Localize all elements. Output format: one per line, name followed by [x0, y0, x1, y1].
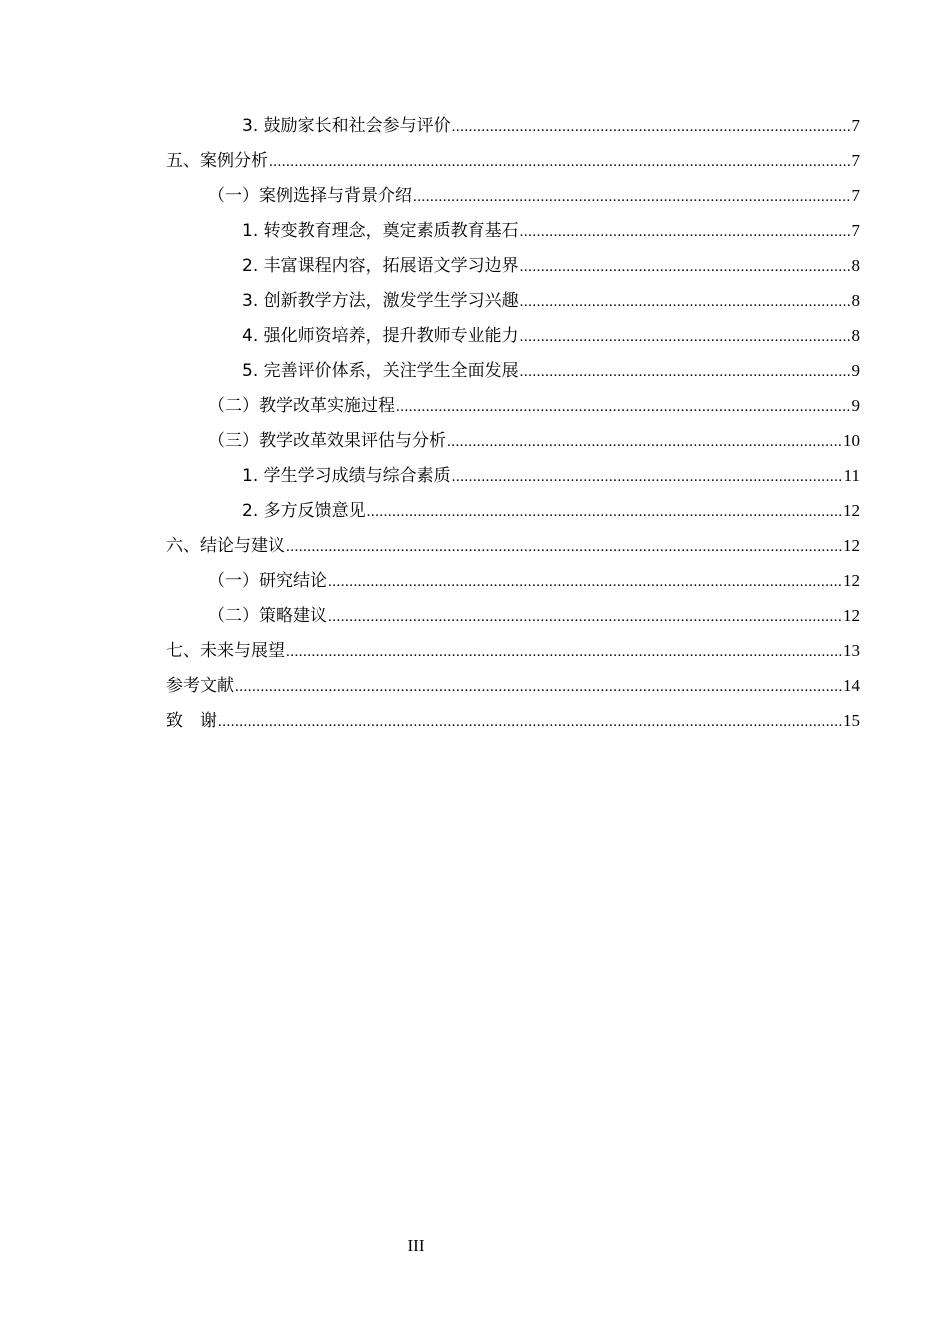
toc-entry-label: 致 谢 — [166, 711, 217, 731]
toc-entry-page: 8 — [851, 326, 860, 345]
toc-entry-label: （一）案例选择与背景介绍 — [208, 186, 412, 206]
table-of-contents — [166, 108, 860, 738]
toc-entry-label: 3. 鼓励家长和社会参与评价 — [242, 116, 451, 136]
toc-entry-page: 8 — [851, 256, 860, 275]
toc-entry-page: 7 — [851, 151, 860, 170]
toc-entry-page: 12 — [843, 606, 860, 625]
toc-leader-dots — [396, 390, 851, 425]
toc-entry-label: 1. 转变教育理念，奠定素质教育基石 — [242, 221, 519, 241]
toc-entry[interactable] — [166, 248, 860, 283]
toc-entry[interactable] — [166, 108, 860, 143]
toc-entry-page: 15 — [843, 711, 860, 730]
toc-entry[interactable] — [166, 493, 860, 528]
toc-entry-label: （一）研究结论 — [208, 571, 327, 591]
page-number: III — [407, 1236, 425, 1255]
toc-leader-dots — [286, 635, 842, 670]
toc-leader-dots — [235, 670, 842, 705]
toc-entry[interactable] — [166, 423, 860, 458]
toc-leader-dots — [520, 355, 851, 390]
toc-leader-dots — [413, 180, 851, 215]
toc-entry[interactable] — [166, 528, 860, 563]
toc-entry-page: 13 — [843, 641, 860, 660]
toc-leader-dots — [452, 110, 851, 145]
toc-entry[interactable] — [166, 388, 860, 423]
toc-entry[interactable] — [166, 178, 860, 213]
toc-entry[interactable] — [166, 598, 860, 633]
toc-leader-dots — [218, 705, 842, 740]
toc-leader-dots — [520, 285, 851, 320]
toc-entry-page: 7 — [851, 116, 860, 135]
toc-leader-dots — [447, 425, 842, 460]
toc-leader-dots — [367, 495, 842, 530]
toc-leader-dots — [328, 600, 842, 635]
toc-leader-dots — [520, 215, 851, 250]
toc-entry[interactable] — [166, 563, 860, 598]
toc-entry-label: （二）教学改革实施过程 — [208, 396, 395, 416]
toc-entry[interactable] — [166, 318, 860, 353]
toc-entry[interactable] — [166, 283, 860, 318]
toc-entry[interactable] — [166, 458, 860, 493]
toc-entry-label: 1. 学生学习成绩与综合素质 — [242, 466, 451, 486]
toc-entry-page: 11 — [843, 466, 860, 485]
toc-entry-label: 4. 强化师资培养，提升教师专业能力 — [242, 326, 519, 346]
toc-entry-page: 12 — [843, 571, 860, 590]
toc-entry[interactable] — [166, 633, 860, 668]
toc-entry-label: 五、案例分析 — [166, 151, 268, 171]
toc-entry-label: 5. 完善评价体系，关注学生全面发展 — [242, 361, 519, 381]
toc-leader-dots — [452, 460, 843, 495]
toc-leader-dots — [269, 145, 851, 180]
toc-entry-page: 14 — [843, 676, 860, 695]
toc-entry-label: 参考文献 — [166, 676, 234, 696]
toc-entry-label: 七、未来与展望 — [166, 641, 285, 661]
toc-entry-page: 7 — [851, 186, 860, 205]
toc-entry-page: 9 — [851, 361, 860, 380]
toc-entry[interactable] — [166, 353, 860, 388]
toc-entry-page: 8 — [851, 291, 860, 310]
toc-entry[interactable] — [166, 668, 860, 703]
toc-entry-label: 3. 创新教学方法，激发学生学习兴趣 — [242, 291, 519, 311]
toc-entry-page: 9 — [851, 396, 860, 415]
toc-leader-dots — [286, 530, 842, 565]
toc-leader-dots — [520, 250, 851, 285]
toc-entry-label: （二）策略建议 — [208, 606, 327, 626]
toc-entry-label: 2. 丰富课程内容，拓展语文学习边界 — [242, 256, 519, 276]
toc-entry[interactable] — [166, 143, 860, 178]
toc-entry[interactable] — [166, 213, 860, 248]
toc-entry-page: 7 — [851, 221, 860, 240]
toc-entry-label: （三）教学改革效果评估与分析 — [208, 431, 446, 451]
toc-leader-dots — [328, 565, 842, 600]
toc-entry[interactable] — [166, 703, 860, 738]
toc-entry-page: 12 — [843, 501, 860, 520]
toc-leader-dots — [520, 320, 851, 355]
toc-entry-label: 2. 多方反馈意见 — [242, 501, 366, 521]
toc-entry-label: 六、结论与建议 — [166, 536, 285, 556]
toc-entry-page: 10 — [843, 431, 860, 450]
toc-entry-page: 12 — [843, 536, 860, 555]
